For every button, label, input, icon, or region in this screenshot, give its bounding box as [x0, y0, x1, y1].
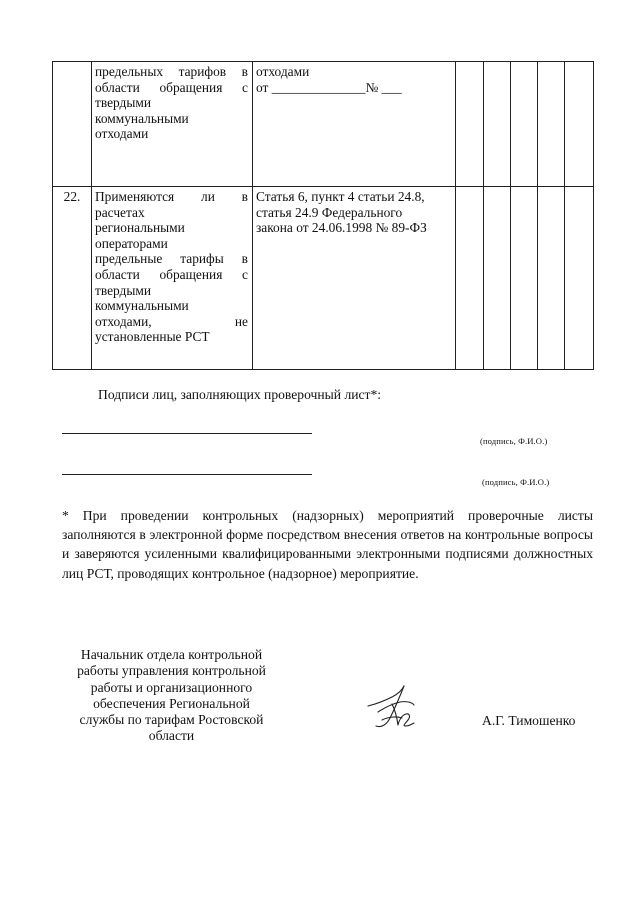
question-line: области обращения с: [95, 266, 248, 282]
position-line: службы по тарифам Ростовской: [79, 712, 264, 728]
question-line: отходами: [95, 126, 149, 142]
question-line: региональными: [95, 220, 185, 236]
question-line: предельные тарифы в: [95, 251, 248, 267]
position-line: работы управления контрольной: [77, 663, 266, 679]
answer-cell-no[interactable]: [484, 187, 511, 370]
signature-caption-2: (подпись, Ф.И.О.): [482, 477, 550, 487]
signature-line-2[interactable]: [62, 474, 312, 475]
basis-line: отходами: [256, 64, 310, 79]
table-row: [53, 187, 594, 370]
question-cell: [92, 62, 253, 187]
position-line: обеспечения Региональной: [93, 695, 250, 711]
signatures-heading: Подписи лиц, заполняющих проверочный лист*:: [98, 387, 382, 402]
answer-cell-na[interactable]: [511, 62, 538, 187]
question-line: коммунальными: [95, 298, 189, 314]
question-line: твердыми: [95, 95, 152, 111]
basis-line: статья 24.9 Федерального: [256, 204, 403, 220]
note-cell[interactable]: [565, 62, 594, 187]
question-line: расчетах: [95, 204, 145, 220]
signer-name: А.Г. Тимошенко: [482, 713, 576, 728]
position-line: Начальник отдела контрольной: [80, 647, 263, 662]
basis-line: Статья 6, пункт 4 статьи 24.8,: [256, 189, 425, 204]
question-line: отходами, не: [95, 313, 248, 329]
table-row: [53, 62, 594, 187]
question-line: предельных тарифов в: [95, 64, 248, 79]
row-number: 22.: [53, 187, 92, 370]
basis-line: закона от 24.06.1998 № 89-ФЗ: [256, 220, 427, 236]
answer-cell-no[interactable]: [484, 62, 511, 187]
question-cell: [92, 187, 253, 370]
handwritten-signature: [362, 680, 422, 734]
answer-cell-extra[interactable]: [538, 187, 565, 370]
basis-line: от ______________№ ___: [256, 79, 402, 95]
position-line: области: [148, 728, 195, 744]
question-line: Применяются ли в: [95, 189, 248, 204]
row-number: [53, 62, 92, 187]
question-line: операторами: [95, 235, 168, 251]
legal-basis-cell: [253, 62, 456, 187]
signature-line-1[interactable]: [62, 433, 312, 434]
footnote: * При проведении контрольных (надзорных) мероприятий проверочные листы заполняются в электронной форме посредством внесения ответов на контрольные вопросы и заверяются усиленными квалифицированными электронными подписями должностных лиц РСТ, проводящих контрольное (надзорное) мероприятие.: [62, 508, 593, 581]
signer-position: [62, 647, 281, 745]
question-line: коммунальными: [95, 110, 189, 126]
checklist-table: [52, 61, 594, 370]
legal-basis-cell: [253, 187, 456, 370]
question-line: установленные РСТ: [95, 329, 210, 345]
answer-cell-yes[interactable]: [456, 62, 484, 187]
signature-caption-1: (подпись, Ф.И.О.): [480, 436, 548, 446]
question-line: области обращения с: [95, 79, 248, 95]
answer-cell-yes[interactable]: [456, 187, 484, 370]
position-line: работы и организационного: [90, 679, 253, 695]
answer-cell-na[interactable]: [511, 187, 538, 370]
note-cell[interactable]: [565, 187, 594, 370]
question-line: твердыми: [95, 282, 152, 298]
answer-cell-extra[interactable]: [538, 62, 565, 187]
